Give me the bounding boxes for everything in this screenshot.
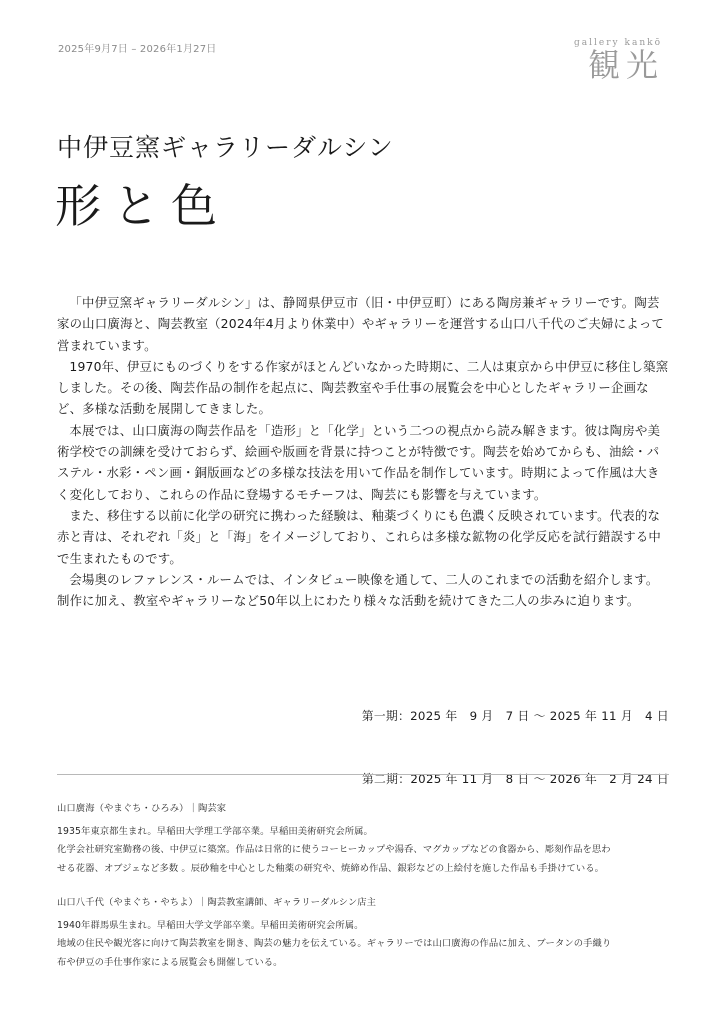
exhibition-subtitle: 中伊豆窯ギャラリーダルシン	[57, 133, 394, 162]
profile-bio-line: 1940年群馬県生まれ。早稲田大学文学部卒業。早稲田美術研究会所属。	[57, 919, 364, 931]
body-paragraph: また、移住する以前に化学の研究に携わった経験は、釉薬づくりにも色濃く反映されています。代表的な赤と青は、それぞれ「炎」と「海」をイメージしており、これらは多様な鉱物の化学反応を試行錯誤する中で生まれたものです。	[57, 507, 661, 566]
body-text	[57, 292, 669, 611]
profile-bio-line: 地域の住民や観光客に向けて陶芸教室を開き、陶芸の魅力を伝えている。ギャラリーでは山口廣海の作品に加え、ブータンの手織り	[57, 938, 612, 950]
profile-name: 山口廣海（やまぐち・ひろみ）｜陶芸家	[57, 803, 227, 814]
body-paragraph: 「中伊豆窯ギャラリーダルシン」は、静岡県伊豆市（旧・中伊豆町）にある陶房兼ギャラリーです。陶芸家の山口廣海と、陶芸教室（2024年4月より休業中）やギャラリーを運営する山口八千代のご夫婦によって営まれています。	[57, 295, 664, 353]
second-period: 第二期：2025 年 11 月 8 日 ～ 2026 年 2 月 24 日	[361, 772, 669, 786]
body-paragraph: 本展では、山口廣海の陶芸作品を「造形」と「化学」という二つの視点から読み解きます。彼は陶房や美術学校での訓練を受けておらず、絵画や版画を背景に持つことが特徴です。陶芸を始めてからも、油絵・パステル・水彩・ペン画・銅版画などの多様な技法を用いて作品を制作しています。時期によって作風は大きく変化しており、これらの作品に登場するモチーフは、陶芸にも影響を与えています。	[57, 422, 661, 502]
gallery-logo	[574, 38, 664, 83]
exhibition-periods	[362, 664, 669, 811]
profile-bio-line: 化学会社研究室勤務の後、中伊豆に築窯。作品は日常的に使うコーヒーカップや湯呑、マグカップなどの食器から、彫刻作品を思わ	[57, 844, 611, 856]
exhibition-title: 形と色	[55, 179, 229, 233]
artist-profile-yachiyo	[57, 894, 671, 972]
profile-name: 山口八千代（やまぐち・やちよ）｜陶芸教室講師、ギャラリーダルシン店主	[57, 897, 377, 908]
profile-bio-line: 布や伊豆の手仕事作家による展覧会も開催している。	[57, 956, 283, 968]
logo-wordmark: 観光	[587, 46, 664, 84]
profile-bio-line: 1935年東京都生まれ。早稲田大学理工学部卒業。早稲田美術研究会所属。	[57, 825, 373, 837]
exhibition-date-range: 2025年9月7日 – 2026年1月27日	[58, 44, 217, 55]
body-paragraph: 会場奥のレファレンス・ルームでは、インタビュー映像を通して、二人のこれまでの活動を紹介します。制作に加え、教室やギャラリーなど50年以上にわたり様々な活動を続けてきた二人の歩みに迫ります。	[57, 571, 659, 609]
section-divider	[57, 774, 669, 775]
artist-profile-hiromi	[57, 800, 671, 878]
first-period: 第一期：2025 年 9 月 7 日 ～ 2025 年 11 月 4 日	[361, 709, 669, 723]
body-paragraph: 1970年、伊豆にものづくりをする作家がほとんどいなかった時期に、二人は東京から中伊豆に移住し築窯しました。その後、陶芸作品の制作を起点に、陶芸教室や手仕事の展覧会を中心としたギャラリー企画など、多様な活動を展開してきました。	[57, 358, 669, 417]
profile-bio-line: せる花器、オブジェなど多数 。辰砂釉を中心とした釉薬の研究や、焼締め作品、銀彩などの上絵付を施した作品も手掛けている。	[57, 862, 605, 874]
logo-subtitle: gallery kankō	[574, 38, 662, 48]
